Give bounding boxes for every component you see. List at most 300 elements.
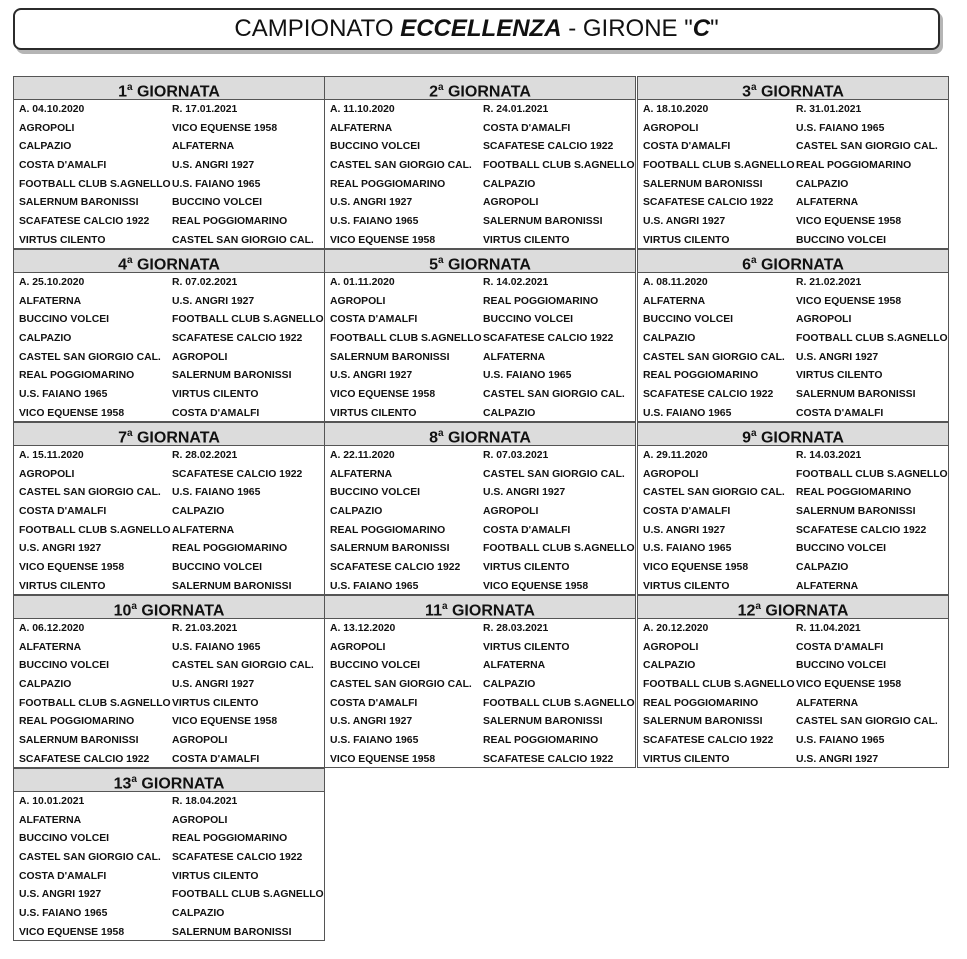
home-team: U.S. ANGRI 1927: [19, 543, 102, 555]
match-row: [325, 465, 635, 484]
away-team: ALFATERNA: [796, 697, 859, 709]
away-team: COSTA D'AMALFI: [172, 407, 260, 419]
round-number: 7: [118, 429, 127, 447]
home-team: VICO EQUENSE 1958: [19, 561, 125, 573]
date-row: [14, 792, 324, 811]
match-row: [14, 156, 324, 175]
match-row: [638, 656, 948, 675]
round-ordinal: a: [441, 601, 448, 612]
home-team: COSTA D'AMALFI: [19, 159, 107, 171]
away-team: CASTEL SAN GIORGIO CAL.: [796, 141, 938, 153]
round-ordinal: a: [131, 774, 137, 785]
home-team: COSTA D'AMALFI: [330, 697, 418, 709]
home-team: SCAFATESE CALCIO 1922: [643, 388, 774, 400]
match-row: [638, 119, 948, 138]
ritorno-date: R. 21.02.2021: [796, 276, 862, 288]
round-12: [637, 595, 949, 768]
match-row: [325, 329, 635, 348]
home-team: SCAFATESE CALCIO 1922: [19, 753, 150, 765]
match-row: [638, 231, 948, 250]
away-team: AGROPOLI: [172, 734, 228, 746]
away-team: FOOTBALL CLUB S.AGNELLO: [483, 543, 635, 555]
away-team: VICO EQUENSE 1958: [483, 580, 589, 592]
match-row: [325, 119, 635, 138]
home-team: CALPAZIO: [19, 141, 72, 153]
match-row: [638, 502, 948, 521]
round-label: GIORNATA: [136, 83, 220, 101]
match-row: [14, 638, 324, 657]
home-team: REAL POGGIOMARINO: [330, 524, 446, 536]
away-team: CASTEL SAN GIORGIO CAL.: [483, 388, 625, 400]
match-row: [638, 348, 948, 367]
andata-date: A. 06.12.2020: [19, 622, 85, 634]
round-8: [324, 422, 636, 595]
match-row: [14, 137, 324, 156]
home-team: VICO EQUENSE 1958: [19, 926, 125, 938]
date-row: [638, 100, 948, 119]
match-row: [325, 577, 635, 596]
home-team: VIRTUS CILENTO: [19, 580, 106, 592]
match-row: [325, 231, 635, 250]
match-row: [14, 310, 324, 329]
home-team: FOOTBALL CLUB S.AGNELLO: [19, 178, 171, 190]
round-number: 12: [737, 602, 756, 620]
ritorno-date: R. 28.03.2021: [483, 622, 549, 634]
round-ordinal: a: [750, 428, 757, 439]
match-row: [638, 156, 948, 175]
home-team: FOOTBALL CLUB S.AGNELLO: [643, 678, 795, 690]
home-team: U.S. FAIANO 1965: [19, 907, 108, 919]
home-team: REAL POGGIOMARINO: [643, 370, 759, 382]
home-team: CASTEL SAN GIORGIO CAL.: [643, 351, 785, 363]
home-team: CASTEL SAN GIORGIO CAL.: [330, 159, 472, 171]
round-header: [14, 423, 324, 446]
home-team: AGROPOLI: [330, 295, 386, 307]
match-row: [638, 675, 948, 694]
match-row: [14, 848, 324, 867]
away-team: SCAFATESE CALCIO 1922: [172, 468, 303, 480]
away-team: FOOTBALL CLUB S.AGNELLO: [483, 697, 635, 709]
andata-date: A. 20.12.2020: [643, 622, 709, 634]
match-row: [325, 539, 635, 558]
match-row: [14, 712, 324, 731]
date-row: [325, 273, 635, 292]
round-11: [324, 595, 636, 768]
andata-date: A. 25.10.2020: [19, 276, 85, 288]
home-team: VIRTUS CILENTO: [643, 753, 730, 765]
home-team: SALERNUM BARONISSI: [330, 351, 450, 363]
round-4: [13, 249, 325, 422]
home-team: U.S. ANGRI 1927: [19, 889, 102, 901]
match-row: [325, 137, 635, 156]
andata-date: A. 11.10.2020: [330, 103, 395, 115]
away-team: AGROPOLI: [172, 814, 228, 826]
match-row: [325, 483, 635, 502]
away-team: SCAFATESE CALCIO 1922: [483, 141, 614, 153]
match-row: [638, 712, 948, 731]
round-header: [14, 250, 324, 273]
home-team: U.S. ANGRI 1927: [643, 215, 726, 227]
away-team: U.S. ANGRI 1927: [172, 678, 255, 690]
round-ordinal: a: [755, 601, 761, 612]
home-team: FOOTBALL CLUB S.AGNELLO: [19, 524, 171, 536]
away-team: U.S. FAIANO 1965: [172, 487, 261, 499]
away-team: ALFATERNA: [172, 524, 235, 536]
away-team: CASTEL SAN GIORGIO CAL.: [796, 716, 938, 728]
away-team: U.S. ANGRI 1927: [796, 753, 879, 765]
away-team: CALPAZIO: [796, 178, 849, 190]
away-team: SALERNUM BARONISSI: [172, 926, 292, 938]
round-10: [13, 595, 325, 768]
round-number: 13: [113, 775, 132, 793]
home-team: U.S. FAIANO 1965: [330, 734, 419, 746]
andata-date: A. 18.10.2020: [643, 103, 709, 115]
match-row: [14, 385, 324, 404]
away-team: SCAFATESE CALCIO 1922: [172, 851, 303, 863]
home-team: CALPAZIO: [19, 678, 72, 690]
date-row: [14, 619, 324, 638]
away-team: VIRTUS CILENTO: [172, 870, 259, 882]
match-row: [325, 310, 635, 329]
away-team: AGROPOLI: [483, 197, 539, 209]
away-team: REAL POGGIOMARINO: [483, 295, 599, 307]
away-team: BUCCINO VOLCEI: [796, 234, 887, 246]
round-header: [638, 596, 948, 619]
match-row: [14, 904, 324, 923]
home-team: BUCCINO VOLCEI: [19, 314, 110, 326]
home-team: COSTA D'AMALFI: [643, 141, 731, 153]
away-team: CASTEL SAN GIORGIO CAL.: [483, 468, 625, 480]
round-number: 2: [429, 83, 438, 101]
match-row: [14, 366, 324, 385]
round-header: [14, 77, 324, 100]
away-team: U.S. ANGRI 1927: [172, 295, 255, 307]
away-team: SALERNUM BARONISSI: [483, 716, 603, 728]
away-team: U.S. FAIANO 1965: [172, 178, 261, 190]
match-row: [325, 558, 635, 577]
round-number: 11: [425, 602, 442, 620]
away-team: CALPAZIO: [483, 678, 536, 690]
match-row: [638, 558, 948, 577]
date-row: [638, 273, 948, 292]
away-team: CALPAZIO: [796, 561, 849, 573]
match-row: [14, 811, 324, 830]
match-row: [14, 694, 324, 713]
match-row: [325, 750, 635, 769]
away-team: SCAFATESE CALCIO 1922: [483, 753, 614, 765]
home-team: REAL POGGIOMARINO: [330, 178, 446, 190]
match-row: [325, 156, 635, 175]
home-team: AGROPOLI: [643, 468, 699, 480]
home-team: BUCCINO VOLCEI: [19, 833, 110, 845]
match-row: [325, 175, 635, 194]
match-row: [14, 502, 324, 521]
andata-date: A. 01.11.2020: [330, 276, 395, 288]
match-row: [638, 212, 948, 231]
away-team: REAL POGGIOMARINO: [483, 734, 599, 746]
away-team: REAL POGGIOMARINO: [796, 159, 912, 171]
home-team: VIRTUS CILENTO: [643, 234, 730, 246]
home-team: ALFATERNA: [330, 122, 393, 134]
away-team: VIRTUS CILENTO: [172, 697, 259, 709]
home-team: FOOTBALL CLUB S.AGNELLO: [643, 159, 795, 171]
home-team: U.S. ANGRI 1927: [330, 197, 413, 209]
match-row: [638, 310, 948, 329]
title-group: C: [692, 15, 711, 42]
away-team: VICO EQUENSE 1958: [796, 295, 902, 307]
away-team: U.S. FAIANO 1965: [796, 734, 885, 746]
ritorno-date: R. 14.02.2021: [483, 276, 549, 288]
round-label: GIORNATA: [141, 775, 225, 793]
round-number: 6: [742, 256, 751, 274]
away-team: REAL POGGIOMARINO: [172, 543, 288, 555]
home-team: CASTEL SAN GIORGIO CAL.: [19, 351, 161, 363]
date-row: [638, 446, 948, 465]
home-team: ALFATERNA: [19, 641, 82, 653]
match-row: [325, 521, 635, 540]
home-team: SCAFATESE CALCIO 1922: [19, 215, 150, 227]
match-row: [14, 175, 324, 194]
home-team: BUCCINO VOLCEI: [330, 487, 421, 499]
ritorno-date: R. 07.03.2021: [483, 449, 549, 461]
round-ordinal: a: [750, 255, 757, 266]
round-header: [638, 77, 948, 100]
home-team: REAL POGGIOMARINO: [19, 370, 135, 382]
away-team: AGROPOLI: [172, 351, 228, 363]
match-row: [325, 675, 635, 694]
away-team: VIRTUS CILENTO: [172, 388, 259, 400]
away-team: U.S. FAIANO 1965: [796, 122, 885, 134]
date-row: [325, 100, 635, 119]
date-row: [14, 446, 324, 465]
match-row: [638, 465, 948, 484]
away-team: CASTEL SAN GIORGIO CAL.: [172, 234, 314, 246]
home-team: SCAFATESE CALCIO 1922: [643, 734, 774, 746]
match-row: [14, 539, 324, 558]
ritorno-date: R. 28.02.2021: [172, 449, 238, 461]
away-team: SALERNUM BARONISSI: [796, 505, 916, 517]
home-team: BUCCINO VOLCEI: [330, 141, 421, 153]
away-team: VICO EQUENSE 1958: [796, 678, 902, 690]
round-ordinal: a: [126, 428, 133, 439]
date-row: [325, 446, 635, 465]
title-middle: - GIRONE ": [561, 15, 693, 42]
home-team: REAL POGGIOMARINO: [19, 716, 135, 728]
home-team: COSTA D'AMALFI: [643, 505, 731, 517]
away-team: SALERNUM BARONISSI: [172, 580, 292, 592]
round-ordinal: a: [131, 601, 137, 612]
away-team: U.S. ANGRI 1927: [483, 487, 566, 499]
round-number: 8: [429, 429, 438, 447]
ritorno-date: R. 21.03.2021: [172, 622, 238, 634]
match-row: [14, 731, 324, 750]
away-team: FOOTBALL CLUB S.AGNELLO: [172, 314, 324, 326]
home-team: VICO EQUENSE 1958: [643, 561, 749, 573]
away-team: VIRTUS CILENTO: [483, 641, 570, 653]
away-team: FOOTBALL CLUB S.AGNELLO: [796, 468, 948, 480]
home-team: CASTEL SAN GIORGIO CAL.: [19, 487, 161, 499]
round-6: [637, 249, 949, 422]
away-team: FOOTBALL CLUB S.AGNELLO: [796, 332, 948, 344]
home-team: CALPAZIO: [330, 505, 383, 517]
round-label: GIORNATA: [136, 429, 220, 447]
page-title: [13, 8, 940, 50]
date-row: [14, 273, 324, 292]
match-row: [325, 366, 635, 385]
home-team: VIRTUS CILENTO: [643, 580, 730, 592]
ritorno-date: R. 17.01.2021: [172, 103, 238, 115]
away-team: VICO EQUENSE 1958: [172, 122, 278, 134]
home-team: U.S. FAIANO 1965: [19, 388, 108, 400]
round-label: GIORNATA: [451, 602, 535, 620]
home-team: CALPAZIO: [643, 660, 696, 672]
match-row: [14, 193, 324, 212]
away-team: COSTA D'AMALFI: [796, 407, 884, 419]
home-team: VICO EQUENSE 1958: [330, 234, 436, 246]
round-1: [13, 76, 325, 249]
home-team: BUCCINO VOLCEI: [643, 314, 734, 326]
ritorno-date: R. 11.04.2021: [796, 622, 861, 634]
home-team: U.S. FAIANO 1965: [330, 215, 419, 227]
home-team: VICO EQUENSE 1958: [330, 388, 436, 400]
home-team: VIRTUS CILENTO: [19, 234, 106, 246]
match-row: [325, 348, 635, 367]
away-team: ALFATERNA: [483, 351, 546, 363]
home-team: CALPAZIO: [643, 332, 696, 344]
round-label: GIORNATA: [760, 83, 844, 101]
away-team: CASTEL SAN GIORGIO CAL.: [172, 660, 314, 672]
away-team: SCAFATESE CALCIO 1922: [796, 524, 927, 536]
home-team: CASTEL SAN GIORGIO CAL.: [643, 487, 785, 499]
home-team: ALFATERNA: [19, 814, 82, 826]
match-row: [14, 119, 324, 138]
round-5: [324, 249, 636, 422]
round-label: GIORNATA: [447, 429, 531, 447]
match-row: [325, 502, 635, 521]
home-team: CASTEL SAN GIORGIO CAL.: [19, 851, 161, 863]
round-ordinal: a: [437, 255, 444, 266]
round-header: [14, 769, 324, 792]
match-row: [638, 329, 948, 348]
away-team: BUCCINO VOLCEI: [796, 660, 887, 672]
title-suffix: ": [710, 15, 719, 42]
away-team: ALFATERNA: [796, 197, 859, 209]
match-row: [14, 348, 324, 367]
round-ordinal: a: [126, 255, 133, 266]
away-team: SCAFATESE CALCIO 1922: [483, 332, 614, 344]
away-team: COSTA D'AMALFI: [483, 524, 571, 536]
round-header: [325, 77, 635, 100]
match-row: [638, 638, 948, 657]
away-team: BUCCINO VOLCEI: [172, 197, 263, 209]
away-team: CALPAZIO: [483, 178, 536, 190]
match-row: [638, 750, 948, 769]
round-label: GIORNATA: [760, 256, 844, 274]
andata-date: A. 10.01.2021: [19, 795, 85, 807]
match-row: [638, 483, 948, 502]
away-team: SCAFATESE CALCIO 1922: [172, 332, 303, 344]
home-team: AGROPOLI: [643, 122, 699, 134]
round-number: 10: [113, 602, 132, 620]
round-13: [13, 768, 325, 941]
away-team: U.S. ANGRI 1927: [796, 351, 879, 363]
away-team: COSTA D'AMALFI: [483, 122, 571, 134]
away-team: REAL POGGIOMARINO: [796, 487, 912, 499]
home-team: BUCCINO VOLCEI: [330, 660, 421, 672]
home-team: COSTA D'AMALFI: [19, 505, 107, 517]
match-row: [325, 712, 635, 731]
match-row: [638, 175, 948, 194]
round-header: [325, 423, 635, 446]
match-row: [638, 404, 948, 423]
away-team: COSTA D'AMALFI: [172, 753, 260, 765]
away-team: CALPAZIO: [483, 407, 536, 419]
match-row: [638, 731, 948, 750]
round-label: GIORNATA: [447, 83, 531, 101]
home-team: SALERNUM BARONISSI: [19, 197, 139, 209]
home-team: SCAFATESE CALCIO 1922: [643, 197, 774, 209]
round-header: [638, 250, 948, 273]
home-team: CALPAZIO: [19, 332, 72, 344]
match-row: [14, 675, 324, 694]
away-team: ALFATERNA: [172, 141, 235, 153]
match-row: [14, 923, 324, 942]
away-team: AGROPOLI: [483, 505, 539, 517]
round-label: GIORNATA: [136, 256, 220, 274]
match-row: [325, 731, 635, 750]
home-team: VICO EQUENSE 1958: [330, 753, 436, 765]
home-team: FOOTBALL CLUB S.AGNELLO: [330, 332, 482, 344]
home-team: CASTEL SAN GIORGIO CAL.: [330, 678, 472, 690]
match-row: [325, 385, 635, 404]
away-team: ALFATERNA: [796, 580, 859, 592]
away-team: FOOTBALL CLUB S.AGNELLO: [172, 889, 324, 901]
match-row: [14, 231, 324, 250]
home-team: ALFATERNA: [643, 295, 706, 307]
home-team: SALERNUM BARONISSI: [330, 543, 450, 555]
home-team: AGROPOLI: [643, 641, 699, 653]
home-team: AGROPOLI: [330, 641, 386, 653]
andata-date: A. 04.10.2020: [19, 103, 85, 115]
round-header: [325, 596, 635, 619]
away-team: VICO EQUENSE 1958: [796, 215, 902, 227]
away-team: U.S. FAIANO 1965: [483, 370, 572, 382]
away-team: U.S. ANGRI 1927: [172, 159, 255, 171]
match-row: [638, 137, 948, 156]
round-header: [325, 250, 635, 273]
round-ordinal: a: [437, 82, 444, 93]
away-team: AGROPOLI: [796, 314, 852, 326]
date-row: [638, 619, 948, 638]
match-row: [638, 193, 948, 212]
round-number: 4: [118, 256, 127, 274]
andata-date: A. 08.11.2020: [643, 276, 708, 288]
round-ordinal: a: [126, 82, 133, 93]
match-row: [14, 329, 324, 348]
home-team: ALFATERNA: [19, 295, 82, 307]
away-team: VICO EQUENSE 1958: [172, 716, 278, 728]
match-row: [638, 577, 948, 596]
home-team: FOOTBALL CLUB S.AGNELLO: [19, 697, 171, 709]
away-team: COSTA D'AMALFI: [796, 641, 884, 653]
ritorno-date: R. 14.03.2021: [796, 449, 862, 461]
match-row: [325, 212, 635, 231]
round-9: [637, 422, 949, 595]
round-header: [638, 423, 948, 446]
away-team: BUCCINO VOLCEI: [796, 543, 887, 555]
round-number: 1: [118, 83, 127, 101]
match-row: [325, 656, 635, 675]
